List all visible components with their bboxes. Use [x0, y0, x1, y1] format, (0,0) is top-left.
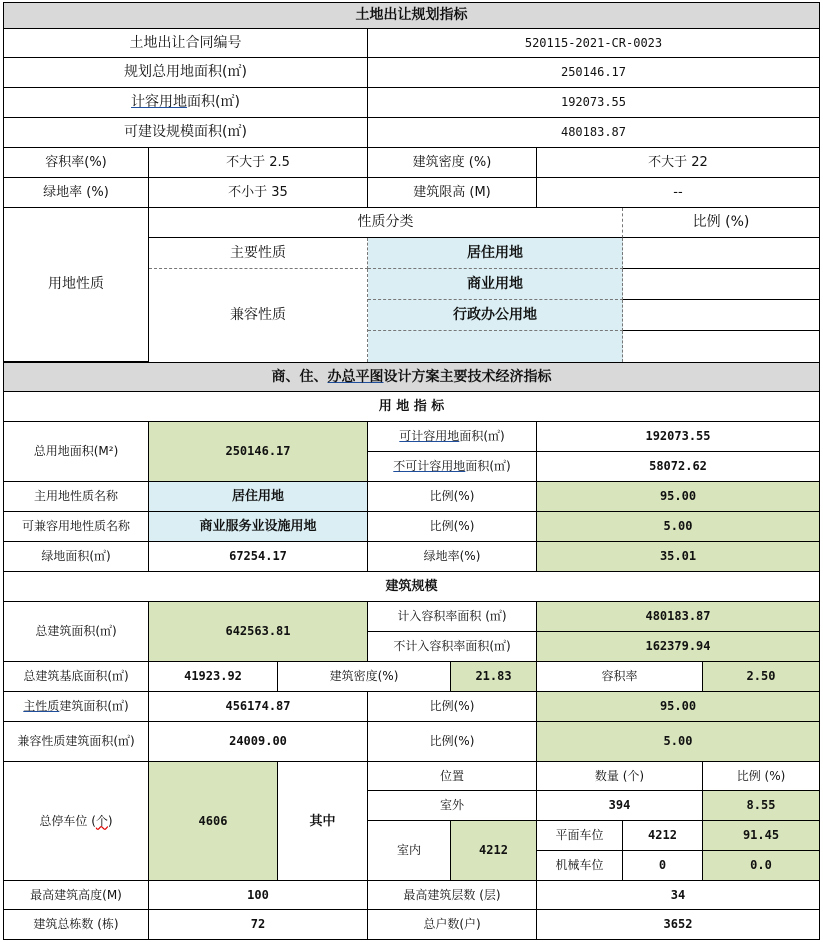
compatible-gfa-ratio-label: 比例(%)	[368, 722, 537, 762]
main-nature-label: 主要性质	[149, 238, 368, 269]
green-rate-label-2: 绿地率(%)	[368, 542, 537, 572]
main-nature-ratio	[623, 238, 820, 269]
compatible-nature-value-1: 商业用地	[368, 269, 623, 300]
green-rate-value: 不小于 35	[149, 178, 368, 208]
compatible-ratio-1	[623, 269, 820, 300]
planned-total-land-value: 250146.17	[368, 58, 820, 88]
land-indicators-header: 用 地 指 标	[3, 392, 820, 422]
land-use-category-header: 性质分类	[149, 208, 623, 238]
compatible-use-label: 可兼容用地性质名称	[3, 512, 149, 542]
max-floors-value: 34	[537, 881, 820, 910]
compatible-nature-label: 兼容性质	[149, 269, 368, 362]
compatible-ratio-empty	[623, 331, 820, 362]
compatible-gfa-value: 24009.00	[149, 722, 368, 762]
parking-outdoor-label: 室外	[368, 791, 537, 821]
non-far-land-area-label-rest: 面积(㎡)	[465, 459, 511, 473]
households-label: 总户数(户)	[368, 910, 537, 940]
compatible-use-ratio-label: 比例(%)	[368, 512, 537, 542]
compatible-gfa-label: 兼容性质建筑面积(㎡)	[3, 722, 149, 762]
far-land-area-label	[368, 422, 537, 452]
compatible-use-ratio-value: 5.00	[537, 512, 820, 542]
height-limit-label: 建筑限高 (M)	[368, 178, 537, 208]
total-land-value: 250146.17	[149, 422, 368, 482]
density-value: 不大于 22	[537, 148, 820, 178]
land-use-label: 用地性质	[3, 208, 149, 362]
parking-indoor-label: 室内	[368, 821, 451, 881]
main-use-ratio-value: 95.00	[537, 482, 820, 512]
compatible-nature-empty	[368, 331, 623, 362]
land-use-ratio-header: 比例 (%)	[623, 208, 820, 238]
parking-count-header: 数量 (个)	[537, 762, 703, 791]
parking-label-mark: 个	[95, 813, 108, 828]
compatible-nature-value-2: 行政办公用地	[368, 300, 623, 331]
far-label: 容积率(%)	[3, 148, 149, 178]
far-land-area-label-rest: 面积(㎡)	[459, 429, 505, 443]
main-gfa-label	[3, 692, 149, 722]
section2-title-post: 设计方案主要技术经济指标	[383, 368, 552, 385]
parking-label-post: )	[107, 813, 113, 828]
main-nature-value: 居住用地	[368, 238, 623, 269]
parking-label-pre: 总停车位 (	[39, 813, 96, 828]
far-land-value: 192073.55	[368, 88, 820, 118]
parking-total-label	[3, 762, 149, 881]
buildable-area-label: 可建设规模面积(㎡)	[3, 118, 368, 148]
section2-title-pre: 商、住、	[271, 368, 328, 385]
planned-total-land-label: 规划总用地面积(㎡)	[3, 58, 368, 88]
main-gfa-ratio-label: 比例(%)	[368, 692, 537, 722]
parking-mech-ratio: 0.0	[703, 851, 820, 881]
far-value: 不大于 2.5	[149, 148, 368, 178]
total-gfa-value: 642563.81	[149, 602, 368, 662]
main-use-label: 主用地性质名称	[3, 482, 149, 512]
building-count-value: 72	[149, 910, 368, 940]
main-gfa-value: 456174.87	[149, 692, 368, 722]
main-use-value: 居住用地	[149, 482, 368, 512]
parking-flat-ratio: 91.45	[703, 821, 820, 851]
non-far-land-area-link[interactable]: 不可计容用地	[393, 459, 466, 473]
non-far-land-area-label	[368, 452, 537, 482]
far-ratio-value: 2.50	[703, 662, 820, 692]
section2-title	[3, 362, 820, 392]
building-density-value: 21.83	[451, 662, 537, 692]
section1-title: 土地出让规划指标	[3, 2, 820, 29]
parking-flat-label: 平面车位	[537, 821, 623, 851]
non-far-gfa-label: 不计入容积率面积(㎡)	[368, 632, 537, 662]
parking-outdoor-count: 394	[537, 791, 703, 821]
total-gfa-label: 总建筑面积(㎡)	[3, 602, 149, 662]
green-rate-label: 绿地率 (%)	[3, 178, 149, 208]
far-gfa-value: 480183.87	[537, 602, 820, 632]
far-ratio-label: 容积率	[537, 662, 703, 692]
contract-no-value: 520115-2021-CR-0023	[368, 29, 820, 58]
parking-flat-count: 4212	[623, 821, 703, 851]
far-land-area-value: 192073.55	[537, 422, 820, 452]
main-gfa-ratio-value: 95.00	[537, 692, 820, 722]
parking-ratio-header: 比例 (%)	[703, 762, 820, 791]
green-area-value: 67254.17	[149, 542, 368, 572]
far-gfa-label: 计入容积率面积 (㎡)	[368, 602, 537, 632]
parking-outdoor-ratio: 8.55	[703, 791, 820, 821]
parking-indoor-total: 4212	[451, 821, 537, 881]
non-far-land-area-value: 58072.62	[537, 452, 820, 482]
far-land-link[interactable]: 计容用地	[131, 94, 188, 110]
max-floors-label: 最高建筑层数 (层)	[368, 881, 537, 910]
far-land-area-link[interactable]: 可计容用地	[399, 429, 460, 443]
compatible-use-value: 商业服务业设施用地	[149, 512, 368, 542]
section2-title-link[interactable]: 办总平图	[327, 368, 384, 385]
footprint-label: 总建筑基底面积(㎡)	[3, 662, 149, 692]
green-area-label: 绿地面积(㎡)	[3, 542, 149, 572]
total-land-label: 总用地面积(M²)	[3, 422, 149, 482]
buildable-area-value: 480183.87	[368, 118, 820, 148]
far-land-label	[3, 88, 368, 118]
building-scale-header: 建筑规模	[3, 572, 820, 602]
max-height-value: 100	[149, 881, 368, 910]
green-rate-value-2: 35.01	[537, 542, 820, 572]
building-density-label: 建筑密度(%)	[278, 662, 451, 692]
far-land-label-rest: 面积(㎡)	[187, 94, 240, 110]
footprint-value: 41923.92	[149, 662, 278, 692]
non-far-gfa-value: 162379.94	[537, 632, 820, 662]
main-gfa-link[interactable]: 主性质	[23, 699, 60, 713]
parking-mech-count: 0	[623, 851, 703, 881]
parking-among-label: 其中	[278, 762, 368, 881]
households-value: 3652	[537, 910, 820, 940]
compatible-ratio-2	[623, 300, 820, 331]
building-count-label: 建筑总栋数 (栋)	[3, 910, 149, 940]
max-height-label: 最高建筑高度(M)	[3, 881, 149, 910]
contract-no-label: 土地出让合同编号	[3, 29, 368, 58]
height-limit-value: --	[537, 178, 820, 208]
parking-mech-label: 机械车位	[537, 851, 623, 881]
main-gfa-label-rest: 建筑面积(㎡)	[59, 699, 129, 713]
compatible-gfa-ratio-value: 5.00	[537, 722, 820, 762]
main-use-ratio-label: 比例(%)	[368, 482, 537, 512]
parking-position-header: 位置	[368, 762, 537, 791]
parking-total-value: 4606	[149, 762, 278, 881]
density-label: 建筑密度 (%)	[368, 148, 537, 178]
